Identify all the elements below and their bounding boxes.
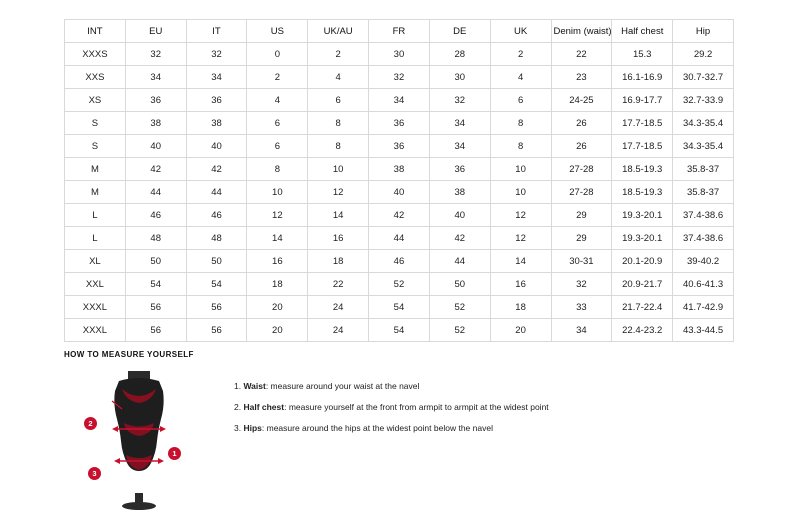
size-value-cell: 39-40.2 [673, 250, 734, 273]
how-to-measure-body [64, 369, 744, 514]
measure-note-text: : measure around your waist at the navel [265, 381, 420, 391]
size-value-cell: 8 [490, 135, 551, 158]
size-value-cell: 16.9-17.7 [612, 89, 673, 112]
size-value-cell: 4 [490, 66, 551, 89]
size-label-cell: M [65, 158, 126, 181]
size-value-cell: 35.8-37 [673, 158, 734, 181]
size-value-cell: 56 [186, 319, 247, 342]
size-value-cell: 4 [308, 66, 369, 89]
size-value-cell: 40 [369, 181, 430, 204]
size-value-cell: 34 [429, 135, 490, 158]
size-value-cell: 40 [429, 204, 490, 227]
size-value-cell: 44 [186, 181, 247, 204]
size-value-cell: 8 [247, 158, 308, 181]
size-value-cell: 54 [186, 273, 247, 296]
measure-marker-3: 3 [88, 467, 101, 480]
table-row [65, 319, 734, 342]
size-table-container [64, 19, 734, 342]
size-label-cell: M [65, 181, 126, 204]
table-row [65, 204, 734, 227]
size-value-cell: 32 [429, 89, 490, 112]
size-value-cell: 34 [125, 66, 186, 89]
size-value-cell: 23 [551, 66, 612, 89]
size-value-cell: 15.3 [612, 43, 673, 66]
table-row [65, 273, 734, 296]
measure-note [234, 381, 549, 391]
size-value-cell: 14 [308, 204, 369, 227]
size-value-cell: 32 [551, 273, 612, 296]
size-value-cell: 34.3-35.4 [673, 135, 734, 158]
size-value-cell: 16 [247, 250, 308, 273]
size-value-cell: 20 [490, 319, 551, 342]
size-value-cell: 32 [186, 43, 247, 66]
size-value-cell: 36 [369, 112, 430, 135]
size-value-cell: 44 [125, 181, 186, 204]
size-value-cell: 2 [308, 43, 369, 66]
size-value-cell: 44 [429, 250, 490, 273]
size-value-cell: 6 [247, 112, 308, 135]
size-value-cell: 6 [490, 89, 551, 112]
size-value-cell: 56 [186, 296, 247, 319]
table-row [65, 181, 734, 204]
size-value-cell: 0 [247, 43, 308, 66]
table-row [65, 89, 734, 112]
size-value-cell: 36 [369, 135, 430, 158]
size-value-cell: 29.2 [673, 43, 734, 66]
size-value-cell: 14 [490, 250, 551, 273]
size-value-cell: 20 [247, 296, 308, 319]
size-value-cell: 29 [551, 204, 612, 227]
size-value-cell: 30-31 [551, 250, 612, 273]
size-value-cell: 20.9-21.7 [612, 273, 673, 296]
size-label-cell: S [65, 112, 126, 135]
measure-note-text: : measure around the hips at the widest point below the navel [261, 423, 493, 434]
size-value-cell: 10 [490, 158, 551, 181]
size-value-cell: 56 [125, 296, 186, 319]
size-value-cell: 10 [308, 158, 369, 181]
size-value-cell: 8 [308, 112, 369, 135]
size-value-cell: 21.7-22.4 [612, 296, 673, 319]
how-to-measure-title: HOW TO MEASURE YOURSELF [64, 350, 194, 359]
size-value-cell: 34 [429, 112, 490, 135]
size-value-cell: 46 [369, 250, 430, 273]
size-label-cell: XXL [65, 273, 126, 296]
size-value-cell: 42 [429, 227, 490, 250]
size-value-cell: 33 [551, 296, 612, 319]
table-column-header: FR [369, 20, 430, 43]
size-value-cell: 48 [186, 227, 247, 250]
size-label-cell: XXXL [65, 296, 126, 319]
size-value-cell: 40 [186, 135, 247, 158]
size-value-cell: 32 [369, 66, 430, 89]
size-value-cell: 22 [551, 43, 612, 66]
size-value-cell: 32.7-33.9 [673, 89, 734, 112]
size-value-cell: 54 [369, 319, 430, 342]
size-value-cell: 30 [429, 66, 490, 89]
size-label-cell: XXXL [65, 319, 126, 342]
size-value-cell: 6 [247, 135, 308, 158]
size-value-cell: 38 [186, 112, 247, 135]
table-body [65, 43, 734, 342]
size-value-cell: 36 [125, 89, 186, 112]
size-value-cell: 12 [308, 181, 369, 204]
size-value-cell: 24-25 [551, 89, 612, 112]
table-column-header: DE [429, 20, 490, 43]
size-value-cell: 30 [369, 43, 430, 66]
size-value-cell: 50 [125, 250, 186, 273]
size-label-cell: L [65, 204, 126, 227]
size-value-cell: 34 [186, 66, 247, 89]
size-label-cell: L [65, 227, 126, 250]
size-value-cell: 10 [247, 181, 308, 204]
size-value-cell: 37.4-38.6 [673, 204, 734, 227]
size-value-cell: 17.7-18.5 [612, 135, 673, 158]
size-value-cell: 2 [490, 43, 551, 66]
size-label-cell: XS [65, 89, 126, 112]
size-value-cell: 17.7-18.5 [612, 112, 673, 135]
size-value-cell: 52 [429, 296, 490, 319]
size-value-cell: 40.6-41.3 [673, 273, 734, 296]
measure-note-text: : measure yourself at the front from armpit to armpit at the widest point [284, 402, 549, 413]
size-value-cell: 29 [551, 227, 612, 250]
size-value-cell: 12 [490, 204, 551, 227]
size-value-cell: 18.5-19.3 [612, 158, 673, 181]
table-row [65, 135, 734, 158]
table-head [65, 20, 734, 43]
table-column-header: Hip [673, 20, 734, 43]
size-label-cell: XXS [65, 66, 126, 89]
measure-note-term: Half chest [243, 402, 285, 413]
size-value-cell: 54 [369, 296, 430, 319]
measure-note-term: Hips [243, 423, 262, 434]
size-value-cell: 48 [125, 227, 186, 250]
size-value-cell: 52 [369, 273, 430, 296]
mannequin-illustration [84, 369, 194, 514]
size-value-cell: 20.1-20.9 [612, 250, 673, 273]
size-value-cell: 6 [308, 89, 369, 112]
size-value-cell: 10 [490, 181, 551, 204]
size-value-cell: 2 [247, 66, 308, 89]
size-value-cell: 16 [490, 273, 551, 296]
measure-note [234, 423, 549, 433]
size-value-cell: 19.3-20.1 [612, 227, 673, 250]
table-row [65, 66, 734, 89]
size-value-cell: 34 [369, 89, 430, 112]
size-value-cell: 30.7-32.7 [673, 66, 734, 89]
size-value-cell: 18 [490, 296, 551, 319]
size-label-cell: S [65, 135, 126, 158]
size-value-cell: 41.7-42.9 [673, 296, 734, 319]
table-header-row [65, 20, 734, 43]
size-value-cell: 36 [429, 158, 490, 181]
size-value-cell: 56 [125, 319, 186, 342]
size-value-cell: 46 [186, 204, 247, 227]
size-value-cell: 24 [308, 296, 369, 319]
size-value-cell: 50 [429, 273, 490, 296]
size-value-cell: 34.3-35.4 [673, 112, 734, 135]
size-value-cell: 34 [551, 319, 612, 342]
how-to-measure-section [64, 350, 744, 514]
size-value-cell: 18.5-19.3 [612, 181, 673, 204]
size-value-cell: 19.3-20.1 [612, 204, 673, 227]
measure-note-term: Waist [243, 381, 266, 391]
table-row [65, 296, 734, 319]
table-row [65, 158, 734, 181]
size-value-cell: 16.1-16.9 [612, 66, 673, 89]
size-value-cell: 8 [490, 112, 551, 135]
size-value-cell: 38 [125, 112, 186, 135]
size-value-cell: 50 [186, 250, 247, 273]
size-value-cell: 16 [308, 227, 369, 250]
table-column-header: Half chest [612, 20, 673, 43]
size-value-cell: 38 [369, 158, 430, 181]
size-value-cell: 42 [125, 158, 186, 181]
size-value-cell: 26 [551, 135, 612, 158]
table-row [65, 227, 734, 250]
measure-notes-list [234, 369, 549, 445]
measure-note-number: 3. [234, 423, 242, 434]
mannequin-figure-icon [102, 369, 176, 511]
measure-note [234, 402, 549, 412]
table-row [65, 112, 734, 135]
size-value-cell: 36 [186, 89, 247, 112]
size-value-cell: 24 [308, 319, 369, 342]
size-value-cell: 4 [247, 89, 308, 112]
size-value-cell: 38 [429, 181, 490, 204]
size-value-cell: 27-28 [551, 158, 612, 181]
size-value-cell: 52 [429, 319, 490, 342]
size-value-cell: 28 [429, 43, 490, 66]
size-label-cell: XXXS [65, 43, 126, 66]
size-value-cell: 12 [490, 227, 551, 250]
size-value-cell: 14 [247, 227, 308, 250]
size-value-cell: 42 [369, 204, 430, 227]
measure-note-number: 1. [234, 381, 242, 391]
table-column-header: EU [125, 20, 186, 43]
measure-note-number: 2. [234, 402, 242, 413]
size-value-cell: 8 [308, 135, 369, 158]
measure-marker-2: 2 [84, 417, 97, 430]
size-value-cell: 27-28 [551, 181, 612, 204]
size-value-cell: 43.3-44.5 [673, 319, 734, 342]
table-column-header: Denim (waist) [551, 20, 612, 43]
table-column-header: IT [186, 20, 247, 43]
size-value-cell: 42 [186, 158, 247, 181]
table-column-header: UK [490, 20, 551, 43]
measure-marker-1: 1 [168, 447, 181, 460]
table-row [65, 250, 734, 273]
size-value-cell: 44 [369, 227, 430, 250]
size-value-cell: 54 [125, 273, 186, 296]
size-value-cell: 20 [247, 319, 308, 342]
size-value-cell: 22.4-23.2 [612, 319, 673, 342]
size-value-cell: 26 [551, 112, 612, 135]
size-value-cell: 37.4-38.6 [673, 227, 734, 250]
size-value-cell: 32 [125, 43, 186, 66]
size-value-cell: 46 [125, 204, 186, 227]
size-conversion-table [64, 19, 734, 342]
size-label-cell: XL [65, 250, 126, 273]
table-column-header: US [247, 20, 308, 43]
size-value-cell: 18 [247, 273, 308, 296]
table-column-header: INT [65, 20, 126, 43]
size-value-cell: 12 [247, 204, 308, 227]
table-column-header: UK/AU [308, 20, 369, 43]
size-value-cell: 22 [308, 273, 369, 296]
table-row [65, 43, 734, 66]
size-value-cell: 35.8-37 [673, 181, 734, 204]
size-value-cell: 40 [125, 135, 186, 158]
size-value-cell: 18 [308, 250, 369, 273]
